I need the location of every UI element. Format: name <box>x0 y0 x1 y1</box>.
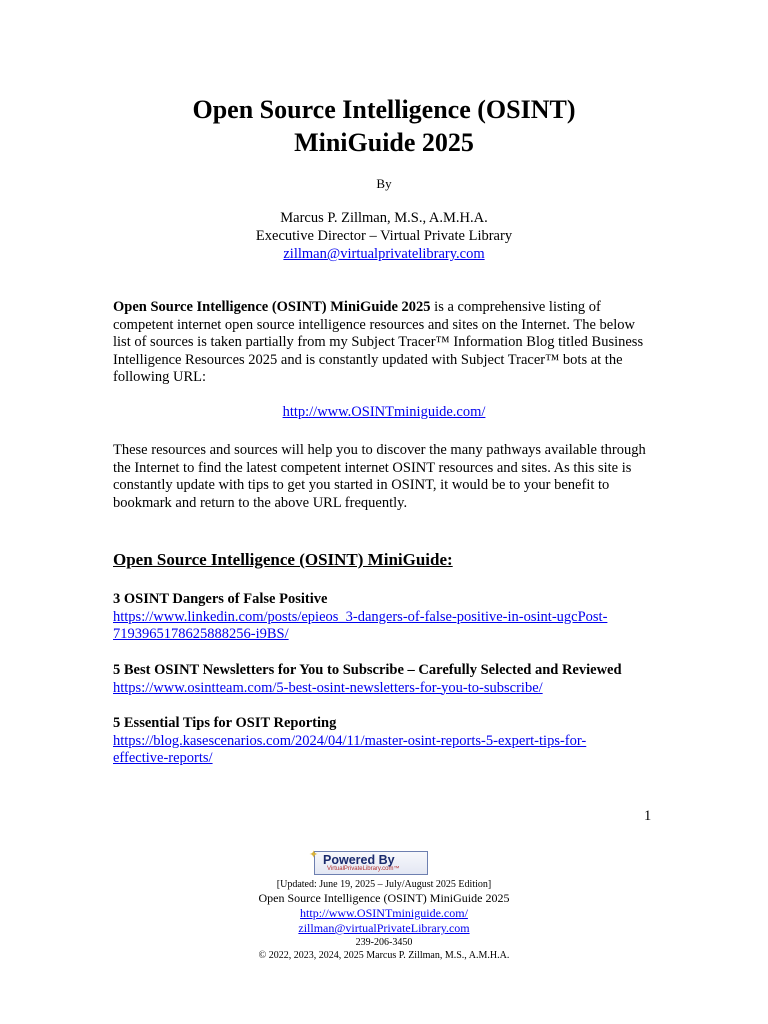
badge-sub-text: VirtualPrivateLibrary.com™ <box>327 866 400 872</box>
sparkle-icon: ✦ <box>309 849 319 861</box>
author-email-link[interactable]: zillman@virtualprivatelibrary.com <box>283 246 485 262</box>
entry-link[interactable]: https://www.osintteam.com/5-best-osint-newsletters-for-you-to-subscribe/ <box>113 679 543 696</box>
footer-title: Open Source Intelligence (OSINT) MiniGuide 2025 <box>258 891 510 905</box>
title-line-2: MiniGuide 2025 <box>294 128 474 157</box>
footer-url-link[interactable]: http://www.OSINTminiguide.com/ <box>300 906 468 920</box>
footer-updated: [Updated: June 19, 2025 – July/August 2025 Edition] <box>276 879 492 890</box>
footer-copyright: © 2022, 2023, 2024, 2025 Marcus P. Zillman, M.S., A.M.H.A. <box>258 950 510 961</box>
badge-powered-text: Powered By <box>323 853 395 867</box>
document-title <box>0 93 768 159</box>
entry-link[interactable]: https://blog.kasescenarios.com/2024/04/11/master-osint-reports-5-expert-tips-for- effective-reports/ <box>113 732 587 767</box>
entry-title: 5 Essential Tips for OSIT Reporting <box>113 715 337 731</box>
intro-text: is a comprehensive listing of competent internet open source intelligence resources and sites on the Internet. The below list of sources is taken partially from my Subject Tracer™ Information Blog titled Business Intelligence Resources 2025 and is constantly updated with Subject Tracer™ bots at the following URL: <box>113 299 644 386</box>
entry-link[interactable]: https://www.linkedin.com/posts/epieos_3-dangers-of-false-positive-in-osint-ugcPost- 7193965178625888256-i9BS/ <box>113 608 608 643</box>
page-number: 1 <box>644 808 652 824</box>
page-footer <box>0 878 768 962</box>
title-line-1: Open Source Intelligence (OSINT) <box>192 95 576 124</box>
entry-title: 5 Best OSINT Newsletters for You to Subscribe – Carefully Selected and Reviewed <box>113 662 622 678</box>
footer-email-link[interactable]: zillman@virtualPrivateLibrary.com <box>298 921 470 935</box>
footer-phone: 239-206-3450 <box>355 937 413 948</box>
list-item <box>113 662 653 697</box>
powered-by-badge[interactable] <box>309 849 428 875</box>
by-line: By <box>376 176 392 191</box>
list-item <box>113 591 653 644</box>
intro-bold: Open Source Intelligence (OSINT) MiniGuide 2025 <box>113 299 431 315</box>
second-paragraph: These resources and sources will help you to discover the many pathways available through the Internet to find the latest competent internet OSINT resources and sites. As this site is constantly update with tips to get you started in OSINT, it would be to your benefit to bookmark and return to the above URL frequently. <box>113 442 646 511</box>
section-heading: Open Source Intelligence (OSINT) MiniGuide: <box>113 550 453 569</box>
author-position: Executive Director – Virtual Private Library <box>255 228 513 244</box>
entry-title: 3 OSINT Dangers of False Positive <box>113 591 328 607</box>
author-name: Marcus P. Zillman, M.S., A.M.H.A. <box>280 210 488 226</box>
author-block <box>0 209 768 263</box>
main-url-line <box>0 404 768 421</box>
list-item <box>113 715 653 768</box>
main-url-link[interactable]: http://www.OSINTminiguide.com/ <box>282 404 486 420</box>
intro-paragraph <box>113 299 653 387</box>
